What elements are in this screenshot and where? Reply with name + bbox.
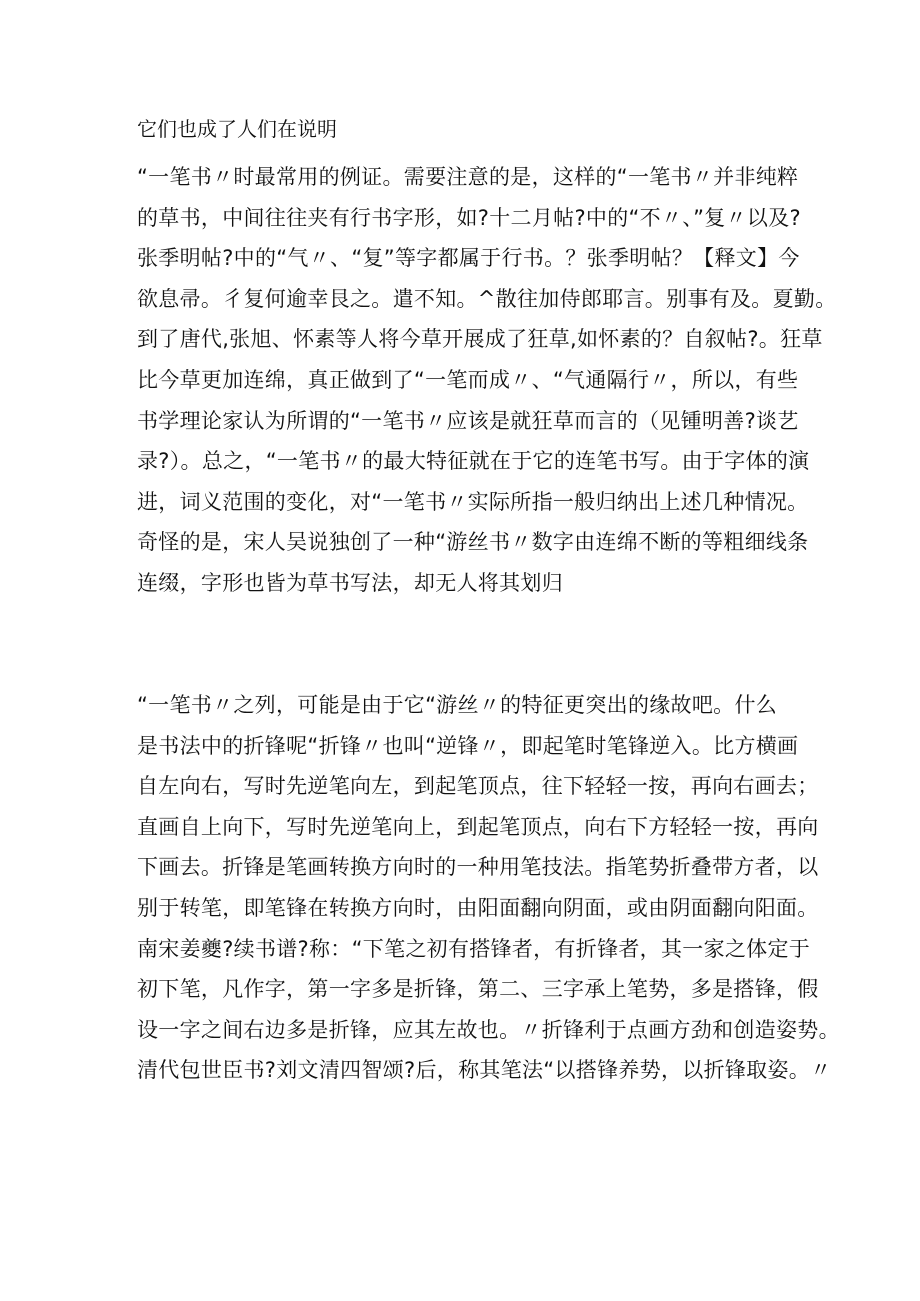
text-line: 是书法中的折锋呢“折锋〃也叫“逆锋〃，即起笔时笔锋逆入。比方横画 xyxy=(137,733,799,758)
text-line: 别于转笔，即笔锋在转换方向时，由阳面翻向阴面，或由阴面翻向阳面。 xyxy=(137,895,819,920)
text-line: 录?）。总之，“一笔书〃的最大特征就在于它的连笔书写。由于字体的演 xyxy=(137,449,810,474)
text-line: 奇怪的是，宋人吴说独创了一种“游丝书〃数字由连绵不断的等粗细线条 xyxy=(137,530,809,555)
text-line: 到了唐代,张旭、怀素等人将今草开展成了狂草,如怀素的？自叙帖?。狂草 xyxy=(137,327,823,352)
text-line: 清代包世臣书?刘文清四智颂?后，称其笔法“以搭锋养势，以折锋取姿。〃 xyxy=(137,1058,832,1083)
text-line: 欲息帚。彳复何逾幸艮之。遣不知。^散往加侍郎耶言。别事有及。夏勤。 xyxy=(137,286,837,311)
text-line: 南宋姜夔?续书谱?称：“下笔之初有搭锋者，有折锋者，其一家之体定于 xyxy=(137,936,811,961)
text-line: 设一字之间右边多是折锋，应其左故也。〃折锋利于点画方劲和创造姿势。 xyxy=(137,1017,840,1042)
intro-line: 它们也成了人们在说明 xyxy=(137,117,337,141)
text-line: 进，词义范围的变化，对“一笔书〃实际所指一般归纳出上述几种情况。 xyxy=(137,489,809,514)
text-line: “一笔书〃时最常用的例证。需要注意的是，这样的“一笔书〃并非纯粹 xyxy=(137,165,799,189)
text-line: 下画去。折锋是笔画转换方向时的一种用笔技法。指笔势折叠带方者，以 xyxy=(137,855,819,880)
text-line: 的草书，中间往往夹有行书字形，如?十二月帖?中的“不〃、”复〃以及? xyxy=(137,205,801,230)
text-line: 直画自上向下，写时先逆笔向上，到起笔顶点，向右下方轻轻一按，再向 xyxy=(137,814,819,839)
text-line: “一笔书〃之列，可能是由于它“游丝〃的特征更突出的缘故吧。什么 xyxy=(137,693,778,717)
text-line: 书学理论家认为所谓的“一笔书〃应该是就狂草而言的（见锺明善?谈艺 xyxy=(137,408,799,433)
paragraph-1 xyxy=(137,157,837,604)
text-line: 比今草更加连绵，真正做到了“一笔而成〃、“气通隔行〃，所以，有些 xyxy=(137,367,799,392)
text-line: 连缀，字形也皆为草书写法，却无人将其划归 xyxy=(137,570,563,595)
text-line: 自左向右，写时先逆笔向左，到起笔顶点，往下轻轻一按，再向右画去； xyxy=(137,774,819,799)
text-line: 张季明帖?中的“气〃、“复”等字都属于行书。？张季明帖？【释文】今 xyxy=(137,246,800,271)
paragraph-2 xyxy=(137,685,840,1091)
text-line: 初下笔，凡作字，第一字多是折锋，第二、三字承上笔势，多是搭锋，假 xyxy=(137,977,819,1002)
